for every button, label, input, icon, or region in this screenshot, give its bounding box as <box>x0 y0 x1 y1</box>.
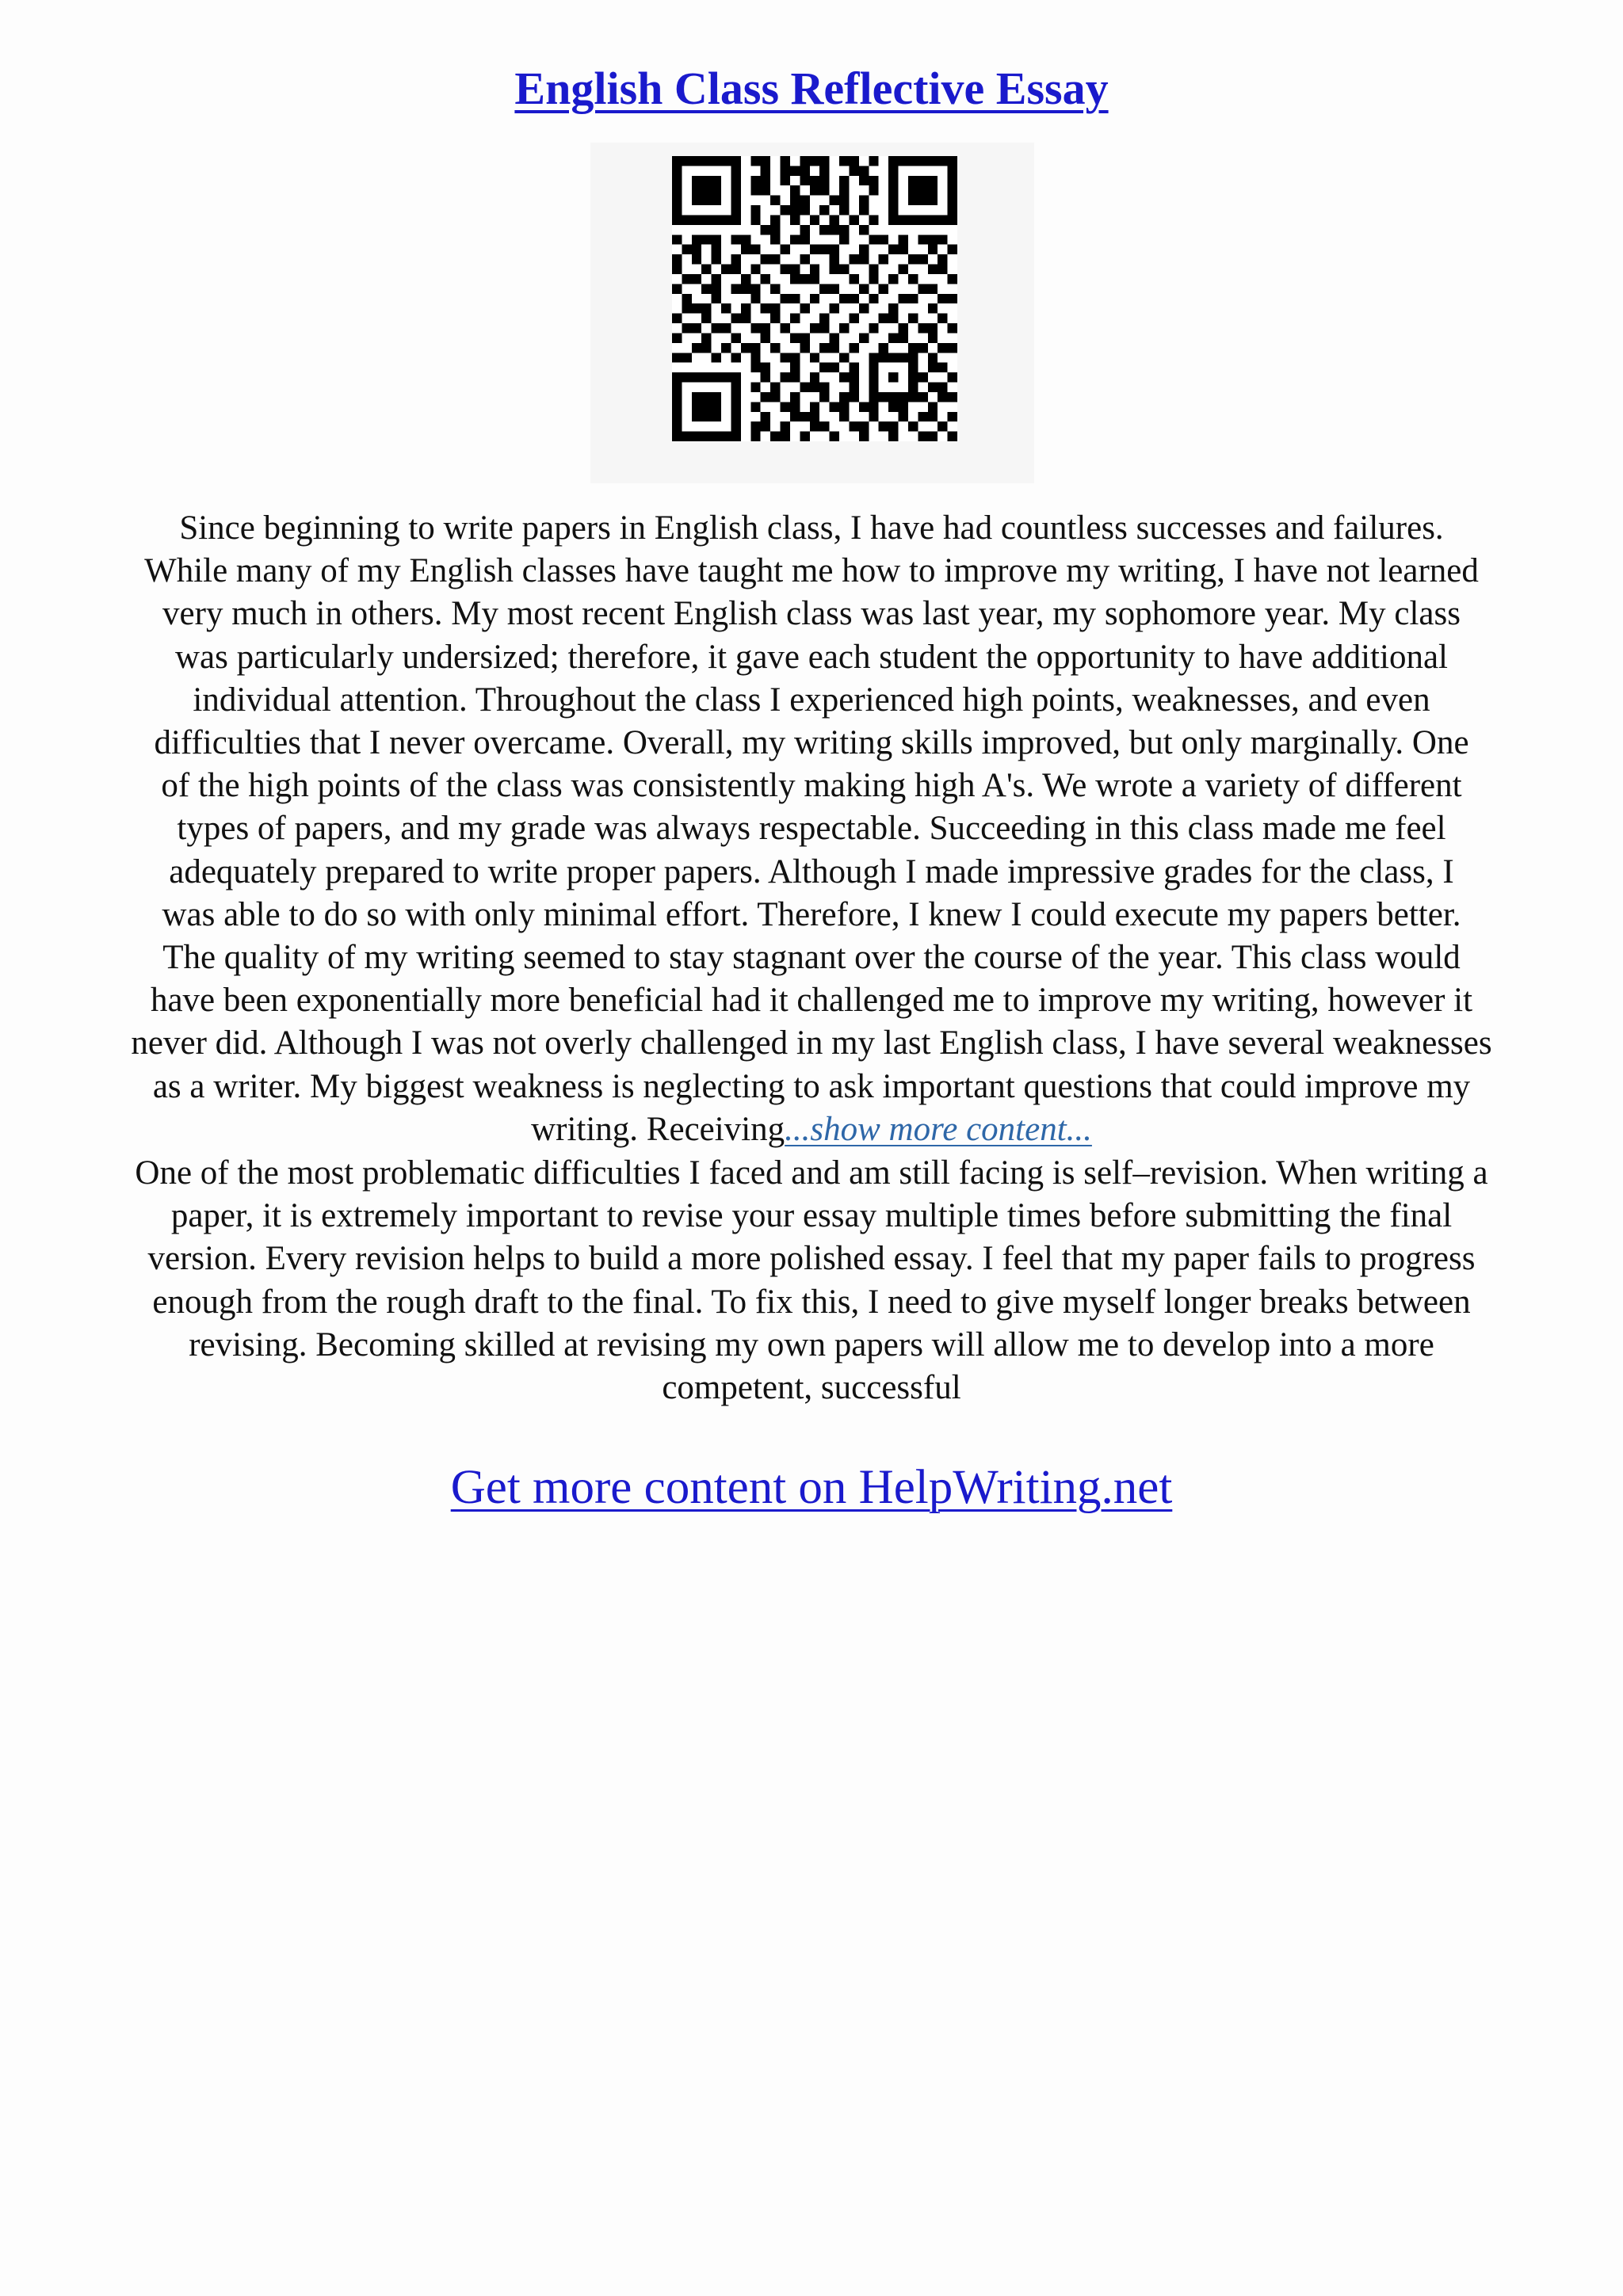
qr-code-icon <box>672 156 957 441</box>
show-more-link[interactable]: ...show more content... <box>785 1110 1092 1148</box>
essay-paragraph-2: One of the most problematic difficulties I faced and am still facing is self–revision. When writing a paper, it is extremely important to revise your essay multiple times before submitting the final version. Every revision helps to build a more polished essay. I feel that my paper fails to progress enough from the rough draft to the final. To fix this, I need to give myself longer breaks between revising. Becoming skilled at revising my own papers will allow me to develop into a more competent, successful <box>135 1154 1488 1407</box>
footer-promo <box>0 1456 1623 1520</box>
title-link[interactable]: English Class Reflective Essay <box>514 63 1109 114</box>
helpwriting-link[interactable]: Get more content on HelpWriting.net <box>450 1461 1173 1514</box>
essay-paragraph-1 <box>55 507 1568 1151</box>
qr-code-area <box>590 143 1034 483</box>
document-title <box>0 57 1623 120</box>
essay-text-1: Since beginning to write papers in English class, I have had countless successes and failures. While many of my English classes have taught me how to improve my writing, I have not learned very much in others. My most recent English class was last year, my sophomore year. My class was particularly undersized; therefore, it gave each student the opportunity to have additional individual attention. Throughout the class I experienced high points, weaknesses, and even difficulties that I never overcame. Overall, my writing skills improved, but only marginally. One of the high points of the class was consistently making high A's. We wrote a variety of different types of papers, and my grade was always respectable. Succeeding in this class made me feel adequately prepared to write proper papers. Although I made impressive grades for the class, I was able to do so with only minimal effort. Therefore, I knew I could execute my papers better. The quality of my writing seemed to stay stagnant over the course of the year. This class would have been exponentially more beneficial had it challenged me to improve my writing, however it never did. Although I was not overly challenged in my last English class, I have several weaknesses as a writer. My biggest weakness is neglecting to ask important questions that could improve my writing. Receiving <box>131 509 1492 1148</box>
